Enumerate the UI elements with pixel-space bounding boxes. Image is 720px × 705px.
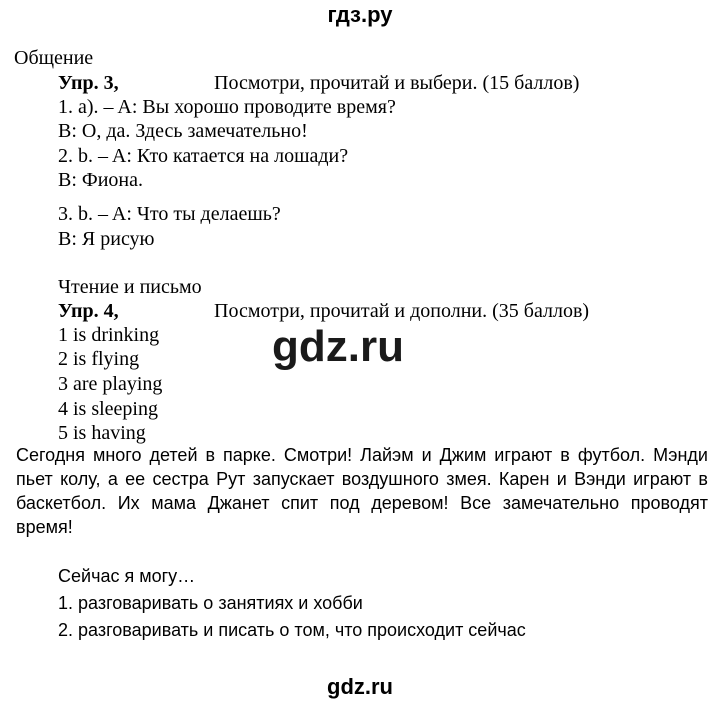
site-footer-label: gdz.ru [327, 674, 393, 699]
exercise-4-number: Упр. 4, [58, 300, 119, 322]
site-header-label: гдз.ру [327, 2, 393, 27]
can-do-item: 1. разговаривать о занятиях и хобби [58, 593, 363, 613]
dialogue-line: 3. b. – A: Что ты делаешь? [58, 203, 281, 225]
exercise-4-instruction: Посмотри, прочитай и дополни. (35 баллов) [214, 300, 590, 322]
answer-item: 1 is drinking [58, 324, 160, 346]
answer-item: 2 is flying [58, 348, 140, 370]
answer-item: 5 is having [58, 422, 146, 444]
story-paragraph: Сегодня много детей в парке. Смотри! Лайэм и Джим играют в футбол. Мэнди пьет колу, а ее сестра Рут запускает воздушного змея. Карен и Вэнди играют в баскетбол. Их мама Джанет спит под деревом! Все замечательно проводят время! [16, 445, 708, 537]
can-do-item: 2. разговаривать и писать о том, что происходит сейчас [58, 620, 526, 640]
dialogue-line: B: Фиона. [58, 169, 143, 191]
answer-item: 4 is sleeping [58, 398, 158, 420]
section-heading-now-i-can: Сейчас я могу… [58, 566, 196, 586]
exercise-3-instruction: Посмотри, прочитай и выбери. (15 баллов) [214, 72, 580, 94]
dialogue-line: 2. b. – A: Кто катается на лошади? [58, 145, 349, 167]
dialogue-line: B: Я рисую [58, 228, 155, 250]
section-heading-communication: Общение [14, 47, 94, 69]
answer-item: 3 are playing [58, 373, 163, 395]
section-heading-reading-writing: Чтение и письмо [58, 276, 202, 298]
dialogue-line: 1. a). – A: Вы хорошо проводите время? [58, 96, 396, 118]
exercise-3-number: Упр. 3, [58, 72, 119, 94]
watermark-label: gdz.ru [272, 322, 404, 371]
dialogue-line: B: О, да. Здесь замечательно! [58, 120, 308, 142]
